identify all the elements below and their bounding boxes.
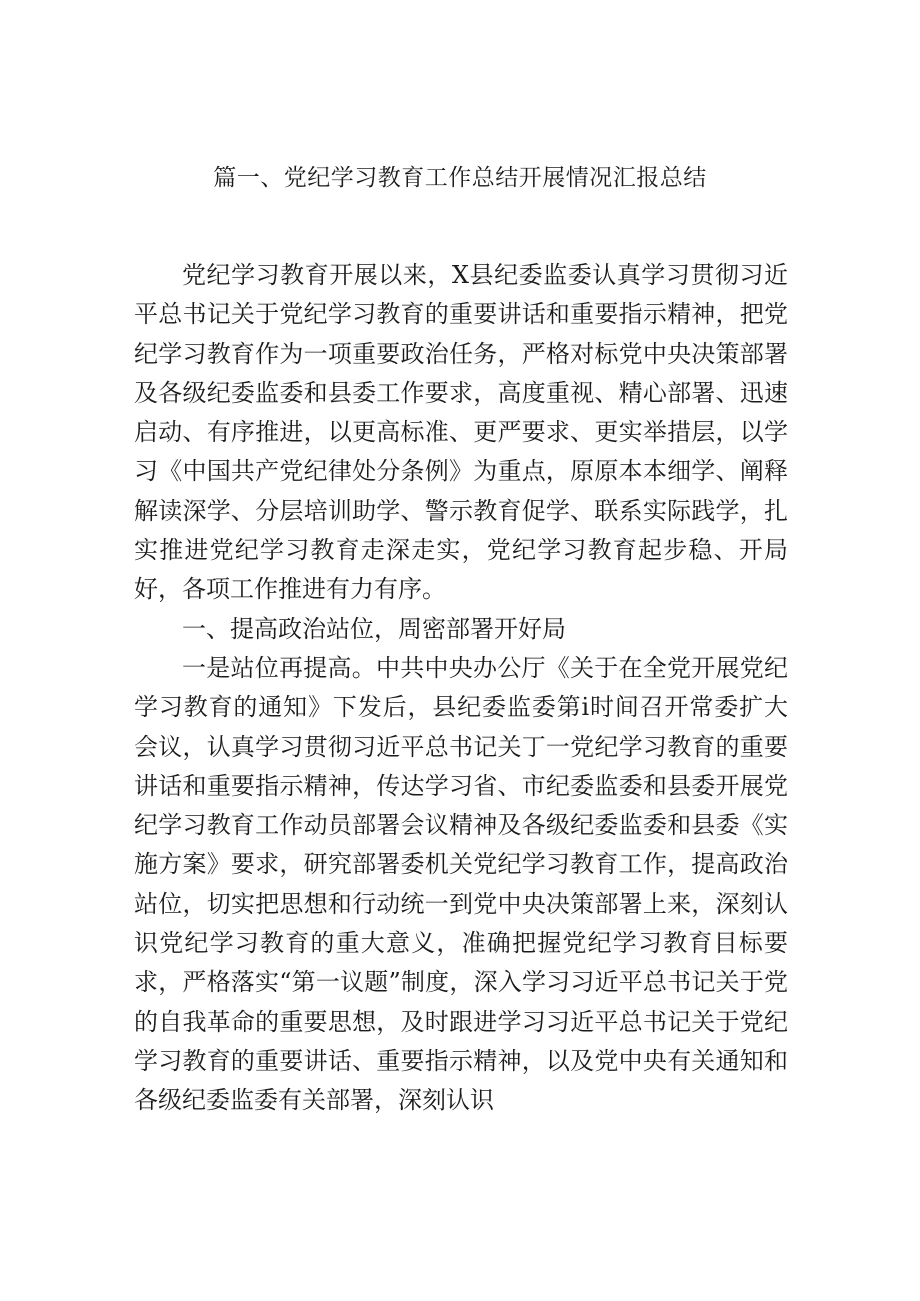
section-paragraph: 一是站位再提高。中共中央办公厅《关于在全党开展党纪学习教育的通知》下发后，县纪委监委第i时间召开常委扩大会议，认真学习贯彻习近平总书记关丁一党纪学习教育的重要讲话和重要指示精神，传达学习省、市纪委监委和县委开展党纪学习教育工作动员部署会议精神及各级纪委监委和县委《实施方案》要求，研究部署委机关党纪学习教育工作，提高政治站位，切实把思想和行动统一到党中央决策部署上来，深刻认识党纪学习教育的重大意义，准确把握党纪学习教育目标要求，严格落实“第一议题”制度，深入学习习近平总书记关于党的自我革命的重要思想，及时跟进学习习近平总书记关于党纪学习教育的重要讲话、重要指示精神，以及党中央有关通知和各级纪委监委有关部署，深刻认识 — [134, 653, 788, 1115]
document-body — [134, 256, 788, 1121]
section-heading: 一、提高政治站位，周密部署开好局 — [182, 614, 566, 643]
document-title: 篇一、党纪学习教育工作总结开展情况汇报总结 — [213, 165, 707, 191]
intro-paragraph: 党纪学习教育开展以来，X县纪委监委认真学习贯彻习近平总书记关于党纪学习教育的重要讲话和重要指示精神，把党纪学习教育作为一项重要政治任务，严格对标党中央决策部署及各级纪委监委和县委工作要求，高度重视、精心部署、迅速启动、有序推进，以更高标准、更严要求、更实举措层，以学习《中国共产党纪律处分条例》为重点，原原本本细学、阐释解读深学、分层培训助学、警示教育促学、联系实际践学，扎实推进党纪学习教育走深走实，党纪学习教育起步稳、开局好，各项工作推进有力有序。 — [134, 261, 788, 604]
